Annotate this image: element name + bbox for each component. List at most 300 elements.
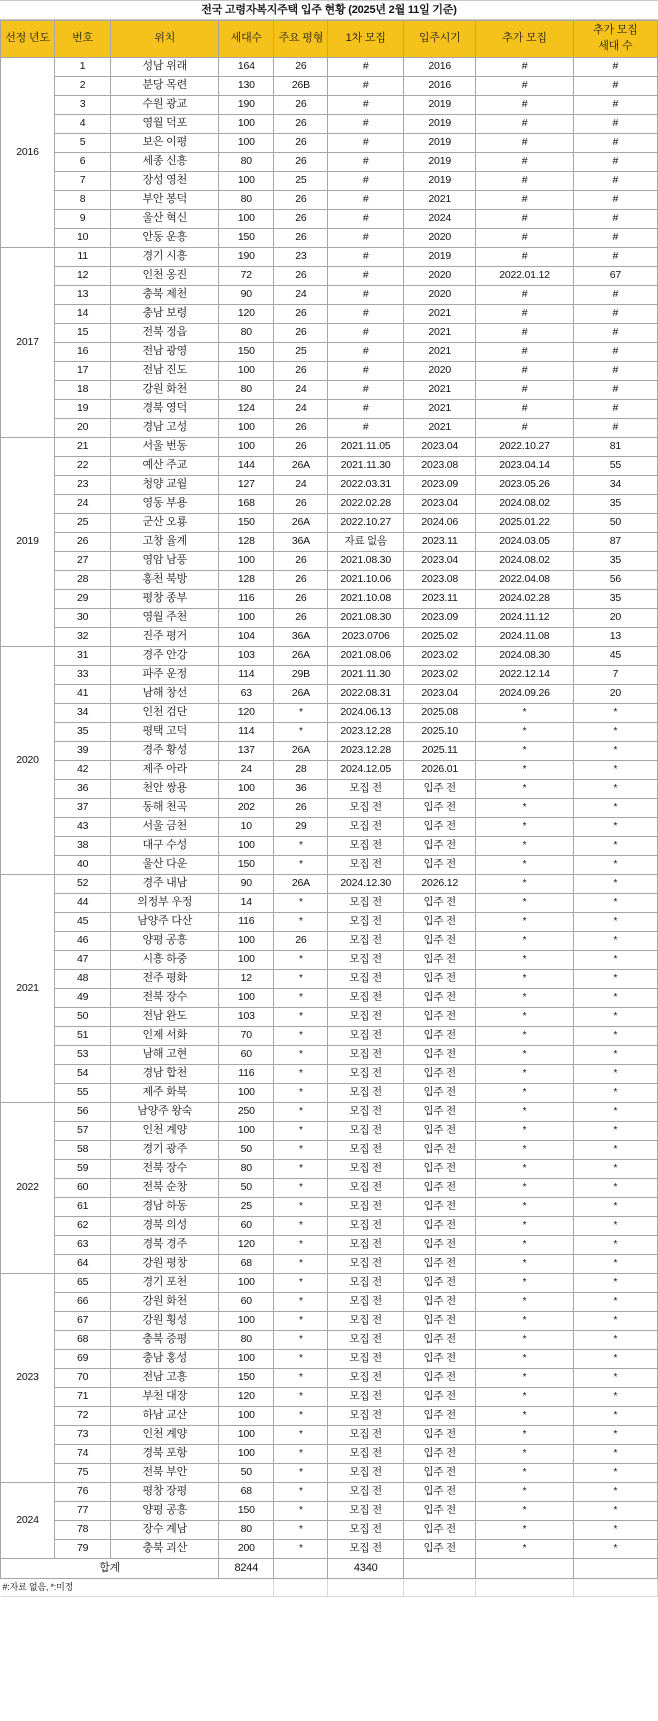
cell-move_in[interactable]: 입주 전 xyxy=(404,970,476,989)
cell-extra_units[interactable]: * xyxy=(573,1350,657,1369)
cell-households[interactable]: 164 xyxy=(219,58,274,77)
cell-move_in[interactable]: 2020 xyxy=(404,286,476,305)
cell-location[interactable]: 경북 영덕 xyxy=(111,400,219,419)
cell-location[interactable]: 충북 증평 xyxy=(111,1331,219,1350)
table-row[interactable] xyxy=(1,552,658,571)
table-row[interactable] xyxy=(1,1084,658,1103)
cell-location[interactable]: 전북 장수 xyxy=(111,989,219,1008)
cell-extra_units[interactable]: 35 xyxy=(573,495,657,514)
cell-first_call[interactable]: 모집 전 xyxy=(328,1483,404,1502)
cell-households[interactable]: 100 xyxy=(219,1426,274,1445)
table-row[interactable] xyxy=(1,400,658,419)
cell-no[interactable]: 31 xyxy=(55,647,111,666)
cell-extra_units[interactable]: 20 xyxy=(573,609,657,628)
table-row[interactable] xyxy=(1,1027,658,1046)
cell-no[interactable]: 32 xyxy=(55,628,111,647)
table-row[interactable] xyxy=(1,1122,658,1141)
cell-extra_units[interactable]: 13 xyxy=(573,628,657,647)
cell-move_in[interactable]: 2016 xyxy=(404,77,476,96)
cell-first_call[interactable]: 모집 전 xyxy=(328,1274,404,1293)
cell-move_in[interactable]: 2025.10 xyxy=(404,723,476,742)
cell-move_in[interactable]: 2019 xyxy=(404,248,476,267)
cell-households[interactable]: 100 xyxy=(219,552,274,571)
table-row[interactable] xyxy=(1,1160,658,1179)
cell-location[interactable]: 남양주 다산 xyxy=(111,913,219,932)
cell-no[interactable]: 40 xyxy=(55,856,111,875)
cell-households[interactable]: 100 xyxy=(219,1350,274,1369)
cell-extra_units[interactable]: * xyxy=(573,913,657,932)
cell-no[interactable]: 64 xyxy=(55,1255,111,1274)
cell-first_call[interactable]: 모집 전 xyxy=(328,1464,404,1483)
cell-no[interactable]: 43 xyxy=(55,818,111,837)
cell-extra_call[interactable]: # xyxy=(476,153,573,172)
cell-extra_call[interactable]: * xyxy=(476,875,573,894)
table-row[interactable] xyxy=(1,647,658,666)
cell-unit_type[interactable]: 26A xyxy=(274,647,328,666)
table-row[interactable] xyxy=(1,495,658,514)
cell-move_in[interactable]: 입주 전 xyxy=(404,837,476,856)
cell-no[interactable]: 38 xyxy=(55,837,111,856)
cell-location[interactable]: 강원 화천 xyxy=(111,1293,219,1312)
cell-extra_units[interactable]: * xyxy=(573,799,657,818)
cell-location[interactable]: 충남 보령 xyxy=(111,305,219,324)
cell-move_in[interactable]: 입주 전 xyxy=(404,1369,476,1388)
cell-households[interactable]: 150 xyxy=(219,343,274,362)
table-row[interactable] xyxy=(1,799,658,818)
cell-unit_type[interactable]: * xyxy=(274,1312,328,1331)
cell-move_in[interactable]: 입주 전 xyxy=(404,1008,476,1027)
cell-move_in[interactable]: 2021 xyxy=(404,419,476,438)
cell-extra_call[interactable]: * xyxy=(476,913,573,932)
cell-location[interactable]: 경남 하동 xyxy=(111,1198,219,1217)
cell-unit_type[interactable]: 26A xyxy=(274,457,328,476)
cell-location[interactable]: 홍천 북방 xyxy=(111,571,219,590)
cell-extra_call[interactable]: # xyxy=(476,362,573,381)
cell-no[interactable]: 8 xyxy=(55,191,111,210)
cell-first_call[interactable]: 모집 전 xyxy=(328,1312,404,1331)
table-row[interactable] xyxy=(1,172,658,191)
table-row[interactable] xyxy=(1,894,658,913)
cell-unit_type[interactable]: 26 xyxy=(274,58,328,77)
cell-extra_call[interactable]: 2022.04.08 xyxy=(476,571,573,590)
cell-extra_call[interactable]: * xyxy=(476,1350,573,1369)
cell-households[interactable]: 80 xyxy=(219,153,274,172)
cell-households[interactable]: 50 xyxy=(219,1464,274,1483)
cell-extra_call[interactable]: # xyxy=(476,419,573,438)
cell-move_in[interactable]: 입주 전 xyxy=(404,1046,476,1065)
table-row[interactable] xyxy=(1,1369,658,1388)
cell-extra_units[interactable]: * xyxy=(573,1255,657,1274)
cell-extra_call[interactable]: * xyxy=(476,723,573,742)
cell-unit_type[interactable]: 26 xyxy=(274,229,328,248)
cell-move_in[interactable]: 2026.12 xyxy=(404,875,476,894)
cell-households[interactable]: 124 xyxy=(219,400,274,419)
cell-move_in[interactable]: 입주 전 xyxy=(404,1464,476,1483)
cell-households[interactable]: 103 xyxy=(219,647,274,666)
cell-move_in[interactable]: 2025.11 xyxy=(404,742,476,761)
cell-unit_type[interactable]: 26A xyxy=(274,685,328,704)
cell-move_in[interactable]: 입주 전 xyxy=(404,913,476,932)
cell-unit_type[interactable]: * xyxy=(274,837,328,856)
cell-households[interactable]: 50 xyxy=(219,1141,274,1160)
table-row[interactable] xyxy=(1,267,658,286)
cell-extra_units[interactable]: * xyxy=(573,875,657,894)
cell-extra_call[interactable]: * xyxy=(476,1008,573,1027)
cell-households[interactable]: 104 xyxy=(219,628,274,647)
table-row[interactable] xyxy=(1,704,658,723)
cell-no[interactable]: 77 xyxy=(55,1502,111,1521)
cell-extra_units[interactable]: * xyxy=(573,1426,657,1445)
table-row[interactable] xyxy=(1,343,658,362)
table-row[interactable] xyxy=(1,818,658,837)
table-row[interactable] xyxy=(1,666,658,685)
cell-first_call[interactable]: 모집 전 xyxy=(328,818,404,837)
cell-no[interactable]: 42 xyxy=(55,761,111,780)
cell-no[interactable]: 65 xyxy=(55,1274,111,1293)
cell-no[interactable]: 1 xyxy=(55,58,111,77)
cell-extra_units[interactable]: * xyxy=(573,1141,657,1160)
cell-no[interactable]: 25 xyxy=(55,514,111,533)
cell-unit_type[interactable]: * xyxy=(274,1502,328,1521)
cell-extra_units[interactable]: # xyxy=(573,419,657,438)
cell-move_in[interactable]: 2021 xyxy=(404,381,476,400)
cell-extra_call[interactable]: * xyxy=(476,1046,573,1065)
cell-extra_call[interactable]: * xyxy=(476,1369,573,1388)
cell-first_call[interactable]: 모집 전 xyxy=(328,1350,404,1369)
cell-extra_units[interactable]: * xyxy=(573,742,657,761)
cell-no[interactable]: 36 xyxy=(55,780,111,799)
cell-unit_type[interactable]: * xyxy=(274,704,328,723)
cell-move_in[interactable]: 입주 전 xyxy=(404,818,476,837)
cell-first_call[interactable]: # xyxy=(328,286,404,305)
cell-location[interactable]: 전남 진도 xyxy=(111,362,219,381)
cell-extra_units[interactable]: * xyxy=(573,1483,657,1502)
cell-no[interactable]: 76 xyxy=(55,1483,111,1502)
cell-location[interactable]: 강원 평창 xyxy=(111,1255,219,1274)
cell-unit_type[interactable]: 25 xyxy=(274,343,328,362)
cell-unit_type[interactable]: 24 xyxy=(274,286,328,305)
cell-extra_call[interactable]: * xyxy=(476,1122,573,1141)
table-row[interactable] xyxy=(1,761,658,780)
cell-households[interactable]: 68 xyxy=(219,1483,274,1502)
table-row[interactable] xyxy=(1,1426,658,1445)
cell-no[interactable]: 20 xyxy=(55,419,111,438)
cell-unit_type[interactable]: 25 xyxy=(274,172,328,191)
cell-no[interactable]: 3 xyxy=(55,96,111,115)
cell-unit_type[interactable]: * xyxy=(274,1483,328,1502)
cell-extra_call[interactable]: * xyxy=(476,1217,573,1236)
cell-move_in[interactable]: 입주 전 xyxy=(404,1331,476,1350)
cell-households[interactable]: 80 xyxy=(219,1331,274,1350)
cell-unit_type[interactable]: * xyxy=(274,1407,328,1426)
cell-location[interactable]: 인천 계양 xyxy=(111,1426,219,1445)
cell-extra_call[interactable]: * xyxy=(476,837,573,856)
year-group-cell[interactable]: 2021 xyxy=(1,875,55,1103)
cell-households[interactable]: 80 xyxy=(219,1160,274,1179)
cell-unit_type[interactable]: 26 xyxy=(274,571,328,590)
cell-extra_call[interactable]: # xyxy=(476,305,573,324)
cell-households[interactable]: 168 xyxy=(219,495,274,514)
cell-extra_units[interactable]: 20 xyxy=(573,685,657,704)
cell-extra_call[interactable]: # xyxy=(476,381,573,400)
cell-first_call[interactable]: 2022.08.31 xyxy=(328,685,404,704)
cell-extra_units[interactable]: * xyxy=(573,1388,657,1407)
cell-location[interactable]: 강원 화천 xyxy=(111,381,219,400)
cell-move_in[interactable]: 입주 전 xyxy=(404,856,476,875)
cell-first_call[interactable]: 모집 전 xyxy=(328,1027,404,1046)
cell-first_call[interactable]: 모집 전 xyxy=(328,1103,404,1122)
cell-first_call[interactable]: # xyxy=(328,400,404,419)
cell-unit_type[interactable]: 26A xyxy=(274,514,328,533)
cell-no[interactable]: 23 xyxy=(55,476,111,495)
cell-first_call[interactable]: 2024.12.05 xyxy=(328,761,404,780)
cell-extra_call[interactable]: # xyxy=(476,172,573,191)
cell-no[interactable]: 50 xyxy=(55,1008,111,1027)
cell-move_in[interactable]: 입주 전 xyxy=(404,1293,476,1312)
cell-extra_units[interactable]: * xyxy=(573,1521,657,1540)
cell-extra_call[interactable]: * xyxy=(476,1274,573,1293)
cell-location[interactable]: 전남 광영 xyxy=(111,343,219,362)
cell-extra_call[interactable]: 2024.08.02 xyxy=(476,552,573,571)
cell-households[interactable]: 100 xyxy=(219,362,274,381)
cell-households[interactable]: 10 xyxy=(219,818,274,837)
cell-households[interactable]: 63 xyxy=(219,685,274,704)
cell-unit_type[interactable]: * xyxy=(274,1426,328,1445)
cell-location[interactable]: 충북 괴산 xyxy=(111,1540,219,1559)
cell-unit_type[interactable]: * xyxy=(274,1217,328,1236)
cell-move_in[interactable]: 2023.04 xyxy=(404,685,476,704)
cell-location[interactable]: 전남 고흥 xyxy=(111,1369,219,1388)
cell-extra_units[interactable]: # xyxy=(573,172,657,191)
cell-households[interactable]: 116 xyxy=(219,1065,274,1084)
cell-no[interactable]: 68 xyxy=(55,1331,111,1350)
cell-households[interactable]: 100 xyxy=(219,780,274,799)
cell-unit_type[interactable]: * xyxy=(274,1274,328,1293)
cell-location[interactable]: 평택 고덕 xyxy=(111,723,219,742)
cell-location[interactable]: 서울 번동 xyxy=(111,438,219,457)
cell-households[interactable]: 114 xyxy=(219,723,274,742)
cell-no[interactable]: 45 xyxy=(55,913,111,932)
cell-no[interactable]: 49 xyxy=(55,989,111,1008)
table-row[interactable] xyxy=(1,1179,658,1198)
cell-unit_type[interactable]: 26 xyxy=(274,191,328,210)
cell-unit_type[interactable]: 29 xyxy=(274,818,328,837)
cell-unit_type[interactable]: 26 xyxy=(274,495,328,514)
table-row[interactable] xyxy=(1,1350,658,1369)
cell-location[interactable]: 전북 장수 xyxy=(111,1160,219,1179)
cell-first_call[interactable]: 모집 전 xyxy=(328,1255,404,1274)
cell-first_call[interactable]: 모집 전 xyxy=(328,894,404,913)
cell-extra_call[interactable]: * xyxy=(476,1236,573,1255)
cell-extra_call[interactable]: * xyxy=(476,932,573,951)
cell-extra_units[interactable]: # xyxy=(573,134,657,153)
cell-no[interactable]: 53 xyxy=(55,1046,111,1065)
table-row[interactable] xyxy=(1,381,658,400)
table-row[interactable] xyxy=(1,77,658,96)
cell-unit_type[interactable]: * xyxy=(274,856,328,875)
cell-location[interactable]: 전남 완도 xyxy=(111,1008,219,1027)
cell-extra_call[interactable]: * xyxy=(476,1065,573,1084)
cell-extra_units[interactable]: 35 xyxy=(573,590,657,609)
cell-unit_type[interactable]: 24 xyxy=(274,400,328,419)
cell-extra_units[interactable]: # xyxy=(573,115,657,134)
cell-unit_type[interactable]: * xyxy=(274,1445,328,1464)
table-row[interactable] xyxy=(1,1217,658,1236)
cell-households[interactable]: 116 xyxy=(219,590,274,609)
cell-first_call[interactable]: 모집 전 xyxy=(328,1331,404,1350)
cell-unit_type[interactable]: * xyxy=(274,1141,328,1160)
cell-move_in[interactable]: 입주 전 xyxy=(404,1521,476,1540)
table-row[interactable] xyxy=(1,457,658,476)
cell-unit_type[interactable]: * xyxy=(274,1122,328,1141)
cell-no[interactable]: 70 xyxy=(55,1369,111,1388)
cell-extra_call[interactable]: * xyxy=(476,1084,573,1103)
cell-unit_type[interactable]: * xyxy=(274,1350,328,1369)
year-group-cell[interactable]: 2024 xyxy=(1,1483,55,1559)
table-row[interactable] xyxy=(1,533,658,552)
cell-extra_units[interactable]: * xyxy=(573,1122,657,1141)
cell-households[interactable]: 100 xyxy=(219,1084,274,1103)
table-row[interactable] xyxy=(1,1312,658,1331)
cell-unit_type[interactable]: * xyxy=(274,1388,328,1407)
table-row[interactable] xyxy=(1,1502,658,1521)
column-header-move_in[interactable]: 입주시기 xyxy=(404,21,476,58)
cell-households[interactable]: 200 xyxy=(219,1540,274,1559)
cell-extra_call[interactable]: * xyxy=(476,1331,573,1350)
cell-extra_call[interactable]: * xyxy=(476,1502,573,1521)
cell-extra_call[interactable]: 2024.11.12 xyxy=(476,609,573,628)
cell-move_in[interactable]: 입주 전 xyxy=(404,1350,476,1369)
cell-first_call[interactable]: 자료 없음 xyxy=(328,533,404,552)
table-row[interactable] xyxy=(1,951,658,970)
cell-extra_call[interactable]: # xyxy=(476,96,573,115)
cell-first_call[interactable]: 모집 전 xyxy=(328,1160,404,1179)
cell-first_call[interactable]: 모집 전 xyxy=(328,780,404,799)
table-row[interactable] xyxy=(1,1198,658,1217)
cell-no[interactable]: 46 xyxy=(55,932,111,951)
table-row[interactable] xyxy=(1,1293,658,1312)
cell-unit_type[interactable]: 26 xyxy=(274,419,328,438)
cell-unit_type[interactable]: * xyxy=(274,1065,328,1084)
cell-extra_units[interactable]: # xyxy=(573,400,657,419)
cell-households[interactable]: 12 xyxy=(219,970,274,989)
cell-move_in[interactable]: 입주 전 xyxy=(404,1160,476,1179)
cell-no[interactable]: 47 xyxy=(55,951,111,970)
table-row[interactable] xyxy=(1,1521,658,1540)
cell-extra_units[interactable]: * xyxy=(573,1027,657,1046)
cell-location[interactable]: 성남 위래 xyxy=(111,58,219,77)
cell-households[interactable]: 100 xyxy=(219,1122,274,1141)
cell-location[interactable]: 영월 덕포 xyxy=(111,115,219,134)
cell-location[interactable]: 경남 고성 xyxy=(111,419,219,438)
cell-move_in[interactable]: 입주 전 xyxy=(404,1217,476,1236)
cell-location[interactable]: 파주 운정 xyxy=(111,666,219,685)
cell-no[interactable]: 48 xyxy=(55,970,111,989)
cell-unit_type[interactable]: * xyxy=(274,1160,328,1179)
cell-households[interactable]: 80 xyxy=(219,1521,274,1540)
cell-extra_call[interactable]: 2023.05.26 xyxy=(476,476,573,495)
cell-move_in[interactable]: 입주 전 xyxy=(404,1312,476,1331)
cell-extra_call[interactable]: # xyxy=(476,229,573,248)
cell-unit_type[interactable]: * xyxy=(274,1027,328,1046)
cell-first_call[interactable]: 2021.10.08 xyxy=(328,590,404,609)
cell-no[interactable]: 27 xyxy=(55,552,111,571)
cell-first_call[interactable]: 모집 전 xyxy=(328,1426,404,1445)
cell-unit_type[interactable]: 26 xyxy=(274,134,328,153)
table-row[interactable] xyxy=(1,229,658,248)
cell-first_call[interactable]: 2024.06.13 xyxy=(328,704,404,723)
cell-no[interactable]: 19 xyxy=(55,400,111,419)
table-row[interactable] xyxy=(1,96,658,115)
table-row[interactable] xyxy=(1,1331,658,1350)
cell-unit_type[interactable]: * xyxy=(274,1540,328,1559)
cell-first_call[interactable]: 2022.10.27 xyxy=(328,514,404,533)
cell-first_call[interactable]: 2021.08.30 xyxy=(328,609,404,628)
cell-move_in[interactable]: 입주 전 xyxy=(404,951,476,970)
cell-extra_units[interactable]: # xyxy=(573,248,657,267)
cell-extra_units[interactable]: * xyxy=(573,1084,657,1103)
cell-extra_units[interactable]: * xyxy=(573,1540,657,1559)
table-row[interactable] xyxy=(1,1065,658,1084)
cell-first_call[interactable]: 모집 전 xyxy=(328,799,404,818)
year-group-cell[interactable]: 2022 xyxy=(1,1103,55,1274)
cell-no[interactable]: 73 xyxy=(55,1426,111,1445)
table-row[interactable] xyxy=(1,210,658,229)
cell-households[interactable]: 100 xyxy=(219,1274,274,1293)
cell-extra_units[interactable]: * xyxy=(573,761,657,780)
cell-first_call[interactable]: # xyxy=(328,58,404,77)
cell-households[interactable]: 80 xyxy=(219,381,274,400)
cell-extra_units[interactable]: * xyxy=(573,1160,657,1179)
cell-unit_type[interactable]: 28 xyxy=(274,761,328,780)
cell-move_in[interactable]: 입주 전 xyxy=(404,1027,476,1046)
cell-extra_units[interactable]: * xyxy=(573,932,657,951)
cell-first_call[interactable]: 2022.03.31 xyxy=(328,476,404,495)
cell-move_in[interactable]: 입주 전 xyxy=(404,1084,476,1103)
cell-extra_units[interactable]: * xyxy=(573,1407,657,1426)
cell-unit_type[interactable]: 36A xyxy=(274,628,328,647)
cell-households[interactable]: 190 xyxy=(219,96,274,115)
cell-households[interactable]: 116 xyxy=(219,913,274,932)
cell-location[interactable]: 경북 포항 xyxy=(111,1445,219,1464)
cell-extra_units[interactable]: 34 xyxy=(573,476,657,495)
cell-households[interactable]: 144 xyxy=(219,457,274,476)
table-row[interactable] xyxy=(1,191,658,210)
cell-move_in[interactable]: 2023.04 xyxy=(404,438,476,457)
cell-location[interactable]: 경남 합천 xyxy=(111,1065,219,1084)
cell-first_call[interactable]: # xyxy=(328,362,404,381)
cell-extra_units[interactable]: * xyxy=(573,951,657,970)
cell-households[interactable]: 150 xyxy=(219,229,274,248)
cell-location[interactable]: 양평 공흥 xyxy=(111,932,219,951)
cell-first_call[interactable]: # xyxy=(328,305,404,324)
cell-extra_units[interactable]: * xyxy=(573,1502,657,1521)
cell-no[interactable]: 54 xyxy=(55,1065,111,1084)
year-group-cell[interactable]: 2017 xyxy=(1,248,55,438)
cell-move_in[interactable]: 2021 xyxy=(404,324,476,343)
cell-extra_units[interactable]: * xyxy=(573,1445,657,1464)
cell-extra_call[interactable]: * xyxy=(476,1540,573,1559)
cell-households[interactable]: 100 xyxy=(219,609,274,628)
cell-extra_call[interactable]: # xyxy=(476,248,573,267)
cell-unit_type[interactable]: 26A xyxy=(274,875,328,894)
cell-extra_call[interactable]: * xyxy=(476,856,573,875)
table-row[interactable] xyxy=(1,875,658,894)
cell-move_in[interactable]: 입주 전 xyxy=(404,1255,476,1274)
cell-households[interactable]: 103 xyxy=(219,1008,274,1027)
cell-location[interactable]: 부천 대장 xyxy=(111,1388,219,1407)
cell-first_call[interactable]: # xyxy=(328,134,404,153)
